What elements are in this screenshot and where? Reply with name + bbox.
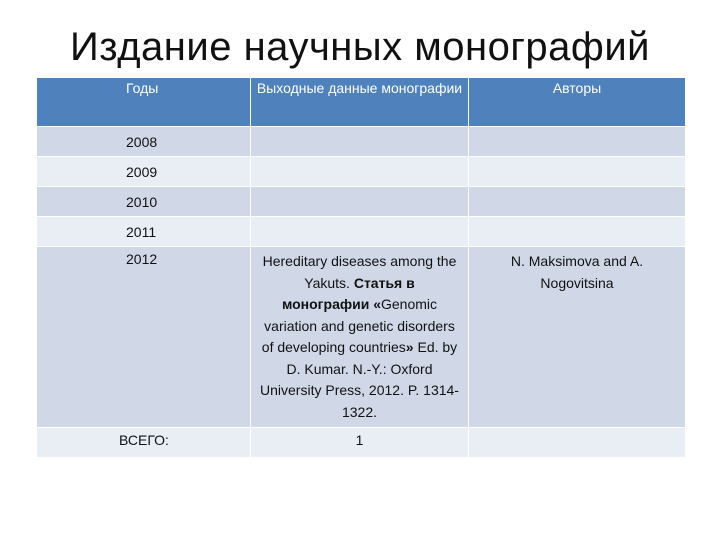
authors-cell [469,157,686,187]
authors-cell [469,127,686,157]
slide-title: Издание научных монографий [69,25,651,69]
authors-cell [469,187,686,217]
table-row-2012 [37,247,686,428]
header-authors: Авторы [469,78,686,127]
citation-part-2: Genomic variation and genetic disorders of developing countries [261,296,455,355]
total-value: 1 [251,428,469,458]
authors-cell [469,217,686,247]
citation-part-1: Hereditary diseases among the Yakuts. [262,253,457,291]
monographs-table [36,77,686,458]
output-cell-2012 [251,247,469,428]
table-row [37,127,686,157]
publication-citation [251,251,468,423]
output-cell [251,187,469,217]
output-cell [251,217,469,247]
total-authors-cell [469,428,686,458]
year-cell: 2012 [37,247,251,428]
table-header-row [37,78,686,127]
table-row-total [37,428,686,458]
year-cell: 2011 [37,217,251,247]
output-cell [251,127,469,157]
year-cell: 2010 [37,187,251,217]
total-label: ВСЕГО: [37,428,251,458]
table-row [37,187,686,217]
citation-part-3: Ed. by D. Kumar. N.-Y.: Oxford University Press, 2012. P. 1314-1322. [260,339,459,420]
authors-cell-2012 [469,247,686,428]
header-output-data: Выходные данные монографии [251,78,469,127]
citation-bold-1: Статья в монографии « [281,274,415,312]
table-row [37,157,686,187]
authors-text: N. Maksimova and A. Nogovitsina [510,253,644,291]
header-years: Годы [37,78,251,127]
output-cell [251,157,469,187]
citation-bold-2: » [405,339,414,355]
year-cell: 2009 [37,157,251,187]
year-cell: 2008 [37,127,251,157]
table-row [37,217,686,247]
